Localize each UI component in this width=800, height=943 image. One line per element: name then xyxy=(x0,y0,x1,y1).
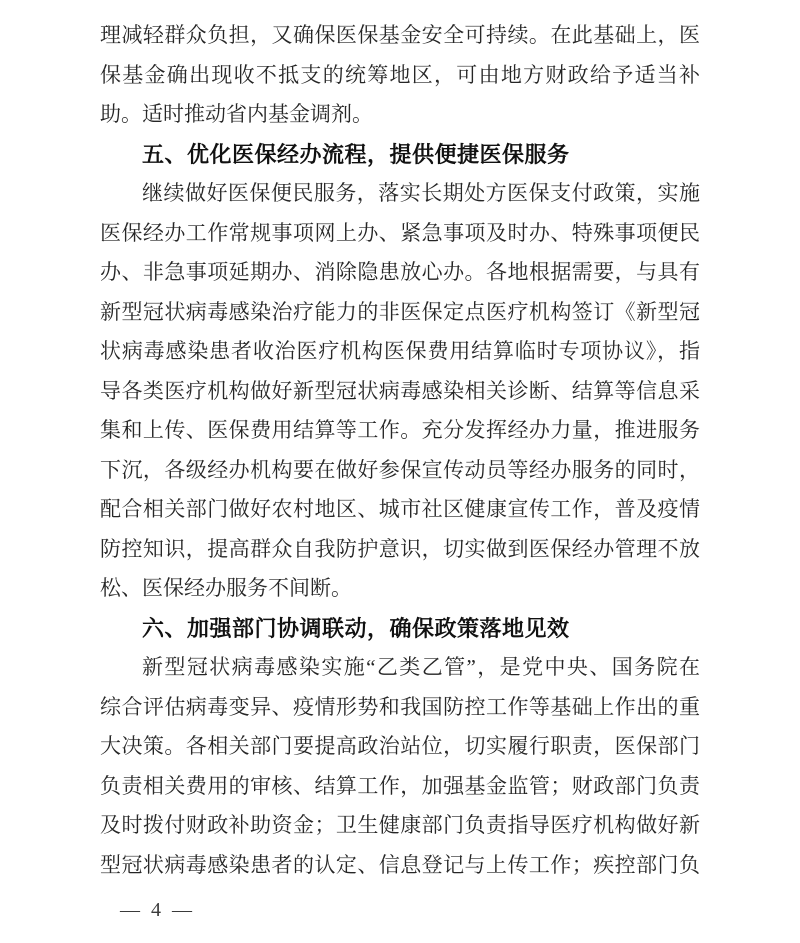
text-line: 新型冠状病毒感染实施“乙类乙管”，是党中央、国务院在 xyxy=(142,655,700,679)
section-heading-5: 五、优化医保经办流程，提供便捷医保服务 xyxy=(142,141,570,167)
text-line: 松、医保经办服务不间断。 xyxy=(100,576,352,600)
text-line: 负责相关费用的审核、结算工作，加强基金监管；财政部门负责 xyxy=(100,773,700,798)
section-heading-6: 六、加强部门协调联动，确保政策落地见效 xyxy=(142,615,570,641)
text-line: 型冠状病毒感染患者的认定、信息登记与上传工作；疾控部门负 xyxy=(100,852,700,877)
text-line: 及时拨付财政补助资金；卫生健康部门负责指导医疗机构做好新 xyxy=(100,813,700,837)
text-line: 导各类医疗机构做好新型冠状病毒感染相关诊断、结算等信息采 xyxy=(100,378,700,403)
text-line: 集和上传、医保费用结算等工作。充分发挥经办力量，推进服务 xyxy=(100,418,700,442)
text-line: 综合评估病毒变异、疫情形势和我国防控工作等基础上作出的重 xyxy=(100,694,700,719)
text-line: 理减轻群众负担，又确保医保基金安全可持续。在此基础上，医 xyxy=(100,23,700,47)
page-number: — 4 — xyxy=(120,899,195,921)
text-line: 保基金确出现收不抵支的统筹地区，可由地方财政给予适当补 xyxy=(100,62,700,87)
text-line: 医保经办工作常规事项网上办、紧急事项及时办、特殊事项便民 xyxy=(100,220,700,245)
text-line: 状病毒感染患者收治医疗机构医保费用结算临时专项协议》，指 xyxy=(100,339,700,363)
text-line: 助。适时推动省内基金调剂。 xyxy=(100,102,373,126)
text-line: 大决策。各相关部门要提高政治站位，切实履行职责，医保部门 xyxy=(100,734,700,758)
text-line: 办、非急事项延期办、消除隐患放心办。各地根据需要，与具有 xyxy=(100,260,700,284)
text-line: 配合相关部门做好农村地区、城市社区健康宣传工作，普及疫情 xyxy=(100,497,700,521)
text-line: 新型冠状病毒感染治疗能力的非医保定点医疗机构签订《新型冠 xyxy=(100,299,700,324)
document-body xyxy=(100,16,700,885)
text-line: 下沉，各级经办机构要在做好参保宣传动员等经办服务的同时， xyxy=(100,457,700,482)
text-line: 继续做好医保便民服务，落实长期处方医保支付政策，实施 xyxy=(142,181,700,205)
text-line: 防控知识，提高群众自我防护意识，切实做到医保经办管理不放 xyxy=(100,536,700,561)
